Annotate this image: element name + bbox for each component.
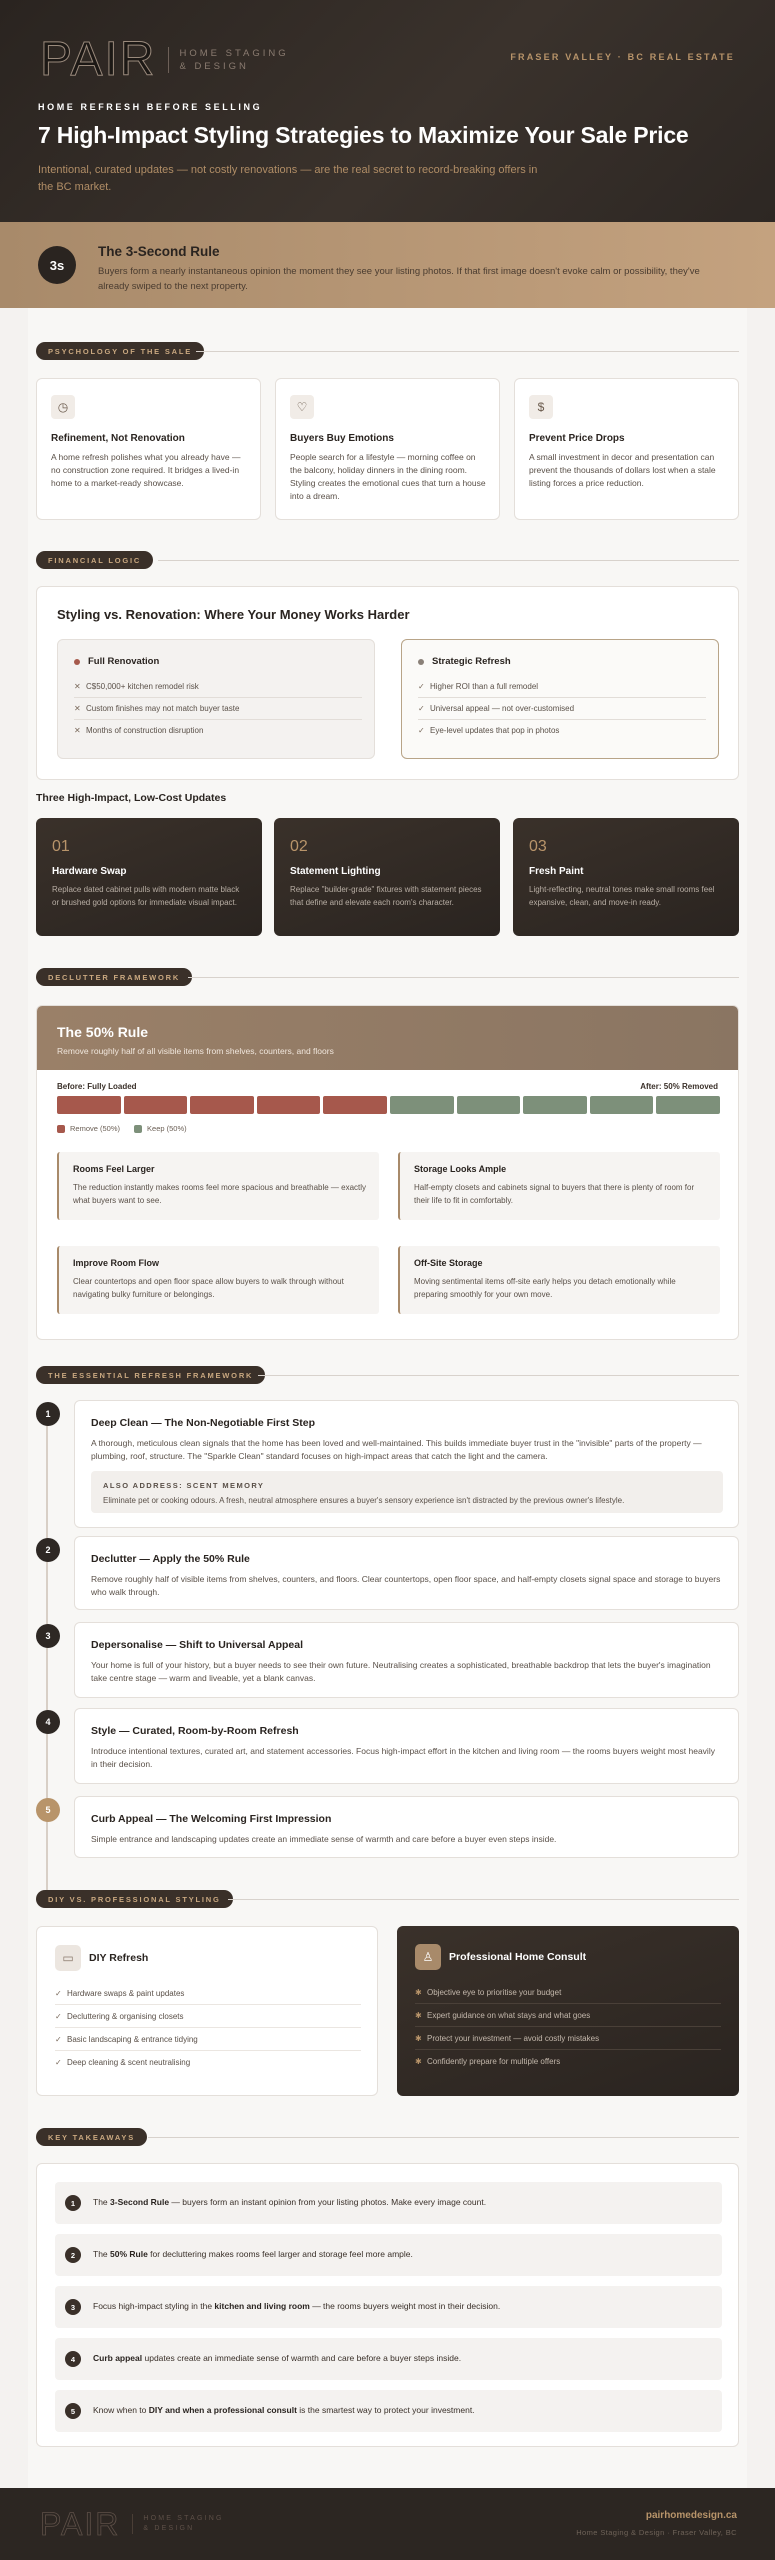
logo-line-2: & DESIGN [143, 2525, 195, 2532]
three-second-badge: 3s [38, 246, 76, 284]
text-bold: 3-Second Rule [110, 2197, 170, 2207]
takeaway-text [93, 2353, 461, 2363]
rule-header [37, 1006, 739, 1070]
step-number: 4 [36, 1710, 60, 1734]
step-title: Deep Clean — The Non-Negotiable First Step [91, 1417, 316, 1429]
legend-keep: Keep (50%) [147, 1124, 187, 1133]
section-divider [258, 1375, 739, 1376]
keep-swatch [134, 1125, 142, 1133]
update-card [36, 818, 262, 936]
remove-segment [257, 1096, 321, 1114]
star-icon: ✱ [415, 1988, 422, 1997]
update-card [513, 818, 739, 936]
list-item [74, 682, 362, 698]
section-label-psychology: PSYCHOLOGY OF THE SALE [36, 342, 204, 360]
step-text: Remove roughly half of visible items from shelves, counters, and floors. Clear countertops, open floor space, and half-empty closets signal space and storage to buyers who walk through. [91, 1574, 721, 1597]
benefit-item [398, 1246, 720, 1314]
text-bold: DIY and when a professional consult [148, 2405, 297, 2415]
card-text: People search for a lifestyle — morning coffee on the balcony, holiday dinners in the dining room. Styling creates the emotional cues that turn a house into a dream. [290, 452, 486, 501]
full-renovation-column [57, 639, 375, 759]
star-icon: ✱ [415, 2057, 422, 2066]
section-label-framework: THE ESSENTIAL REFRESH FRAMEWORK [36, 1366, 265, 1384]
text-post: — the rooms buyers weight most in their decision. [309, 2301, 501, 2311]
item-text: Months of construction disruption [86, 726, 204, 735]
takeaway-number: 3 [65, 2299, 81, 2315]
benefit-text: Half-empty closets and cabinets signal to buyers that there is plenty of room for their life to fit in comfortably. [414, 1183, 695, 1205]
keep-segment [390, 1096, 454, 1114]
section-label-financial: FINANCIAL LOGIC [36, 551, 153, 569]
item-text: Higher ROI than a full remodel [430, 682, 539, 691]
section-label-declutter: DECLUTTER FRAMEWORK [36, 968, 192, 986]
step-number: 3 [36, 1624, 60, 1648]
strategic-refresh-heading [418, 656, 511, 667]
hero-kicker: HOME REFRESH BEFORE SELLING [38, 102, 263, 112]
list-item [415, 2011, 721, 2027]
check-icon: ✓ [55, 2058, 62, 2067]
step-number: 2 [36, 1538, 60, 1562]
takeaway-text [93, 2197, 486, 2207]
benefit-title: Improve Room Flow [73, 1258, 160, 1268]
text-pre: Focus high-impact styling in the [93, 2301, 215, 2311]
text-post: for decluttering makes rooms feel larger and storage feel more ample. [147, 2249, 413, 2259]
update-title: Hardware Swap [52, 866, 127, 877]
step-title: Curb Appeal — The Welcoming First Impression [91, 1813, 332, 1825]
star-icon: ✱ [415, 2034, 422, 2043]
step-text: Simple entrance and landscaping updates create an immediate sense of warmth and care before a buyer even steps inside. [91, 1834, 557, 1844]
remove-swatch [57, 1125, 65, 1133]
text-pre: Know when to [93, 2405, 149, 2415]
text-bold: 50% Rule [110, 2249, 148, 2259]
benefit-item [57, 1246, 379, 1314]
scent-memory-note [91, 1471, 723, 1513]
update-number: 03 [529, 838, 547, 855]
banner-text: Buyers form a nearly instantaneous opinion the moment they see your listing photos. If that first image doesn't evoke calm or possibility, they've already swiped to the next property. [98, 266, 700, 292]
page-title: 7 High-Impact Styling Strategies to Maximize Your Sale Price [38, 122, 689, 148]
takeaway-row [55, 2390, 722, 2432]
remove-segment [323, 1096, 387, 1114]
website-link[interactable]: pairhomedesign.ca [645, 2510, 737, 2521]
text-bold: kitchen and living room [214, 2301, 310, 2311]
step-text: Your home is full of your history, but a buyer needs to see their own future. Neutralising creates a sophisticated, breathable backdrop that lets the buyer's imagination take centre stage — warm and liveable, yet a blank canvas. [91, 1660, 711, 1683]
item-text: Expert guidance on what stays and what goes [427, 2011, 591, 2020]
item-text: Protect your investment — avoid costly mistakes [427, 2034, 600, 2043]
item-text: Confidently prepare for multiple offers [427, 2057, 561, 2066]
benefit-text: Clear countertops and open floor space allow buyers to walk through without navigating bulky furniture or belongings. [73, 1277, 344, 1299]
card-text: A small investment in decor and presentation can prevent the thousands of dollars lost when a stale listing forces a price reduction. [529, 452, 716, 488]
cross-icon: ✕ [74, 704, 81, 713]
step-card [74, 1400, 739, 1528]
item-text: C$50,000+ kitchen remodel risk [86, 682, 199, 691]
logo-subtitle [132, 2514, 223, 2534]
section-divider [228, 1899, 739, 1900]
update-title: Fresh Paint [529, 866, 584, 877]
list-item [418, 704, 706, 720]
location-tag: FRASER VALLEY · BC REAL ESTATE [510, 52, 735, 62]
check-icon: ✓ [55, 2012, 62, 2021]
timeline-line [46, 1408, 48, 1908]
financial-card [36, 586, 739, 780]
item-text: Deep cleaning & scent neutralising [67, 2058, 191, 2067]
main-content [28, 308, 747, 2488]
check-icon: ✓ [55, 2035, 62, 2044]
logo-line-1: HOME STAGING [179, 48, 289, 59]
list-item [74, 726, 362, 741]
section-divider [158, 560, 739, 561]
benefit-title: Storage Looks Ample [414, 1164, 507, 1174]
takeaway-number: 5 [65, 2403, 81, 2419]
note-text: Eliminate pet or cooking odours. A fresh, neutral atmosphere ensures a buyer's sensory experience isn't distracted by the previous owner's lifestyle. [103, 1496, 625, 1505]
update-text: Replace dated cabinet pulls with modern matte black or brushed gold options for immediate visual impact. [52, 885, 240, 907]
fifty-percent-rule-card [36, 1005, 739, 1340]
star-icon: ✱ [415, 2011, 422, 2020]
list-item [415, 1988, 721, 2004]
logo-line-2: & DESIGN [179, 61, 249, 72]
rule-title: The 50% Rule [57, 1024, 149, 1040]
takeaway-row [55, 2338, 722, 2380]
list-item [55, 1989, 361, 2005]
remove-segment [190, 1096, 254, 1114]
footer-logo[interactable] [40, 2508, 224, 2540]
step-number: 5 [36, 1798, 60, 1822]
card-title: Refinement, Not Renovation [51, 433, 185, 444]
check-icon: ✓ [418, 682, 425, 691]
takeaway-row [55, 2234, 722, 2276]
text-pre: The [93, 2249, 111, 2259]
toolbox-icon: ▭ [55, 1945, 81, 1971]
diy-refresh-card [36, 1926, 378, 2096]
item-text: Eye-level updates that pop in photos [430, 726, 560, 735]
benefit-title: Off-Site Storage [414, 1258, 483, 1268]
grey-dot-icon [418, 659, 424, 665]
list-item [74, 704, 362, 720]
list-item [418, 682, 706, 698]
takeaways-card [36, 2163, 739, 2447]
heart-icon: ♡ [290, 395, 314, 419]
hero-header [0, 0, 775, 222]
section-label-versus: DIY VS. PROFESSIONAL STYLING [36, 1890, 233, 1908]
update-text: Light-reflecting, neutral tones make small rooms feel expansive, clean, and move-in ready. [529, 885, 715, 907]
financial-title: Styling vs. Renovation: Where Your Money Works Harder [57, 607, 410, 622]
step-title: Depersonalise — Shift to Universal Appeal [91, 1639, 303, 1651]
keep-segment [523, 1096, 587, 1114]
psychology-card [275, 378, 500, 520]
logo-wordmark: PAIR [40, 2506, 121, 2542]
logo-subtitle [168, 47, 288, 73]
card-title: Professional Home Consult [449, 1951, 587, 1963]
brand-logo[interactable] [40, 33, 289, 86]
keep-segment [656, 1096, 720, 1114]
red-dot-icon [74, 659, 80, 665]
takeaway-number: 4 [65, 2351, 81, 2367]
three-second-rule-banner [0, 222, 775, 308]
takeaway-text [93, 2249, 413, 2259]
card-title: Buyers Buy Emotions [290, 433, 394, 444]
clock-icon: ◷ [51, 395, 75, 419]
takeaway-number: 1 [65, 2195, 81, 2211]
text-pre: The [93, 2197, 111, 2207]
section-label-takeaways: KEY TAKEAWAYS [36, 2128, 147, 2146]
remove-segment [57, 1096, 121, 1114]
strategic-refresh-column [401, 639, 719, 759]
professional-consult-card [397, 1926, 739, 2096]
keep-segment [457, 1096, 521, 1114]
check-icon: ✓ [55, 1989, 62, 1998]
update-title: Statement Lighting [290, 866, 381, 877]
cross-icon: ✕ [74, 726, 81, 735]
list-item [418, 726, 706, 741]
list-item [55, 2058, 361, 2073]
step-card [74, 1796, 739, 1858]
benefit-title: Rooms Feel Larger [73, 1164, 155, 1174]
list-item [415, 2057, 721, 2072]
item-text: Decluttering & organising closets [67, 2012, 184, 2021]
item-text: Basic landscaping & entrance tidying [67, 2035, 198, 2044]
full-renovation-heading [74, 656, 159, 667]
section-divider [148, 2137, 739, 2138]
updates-heading: Three High-Impact, Low-Cost Updates [36, 792, 227, 804]
benefit-text: Moving sentimental items off-site early helps you detach emotionally while preparing smoothly for your own move. [414, 1277, 676, 1299]
takeaway-text [93, 2405, 475, 2415]
section-divider [188, 977, 739, 978]
text-post: updates create an immediate sense of warmth and care before a buyer steps inside. [142, 2353, 462, 2363]
column-title: Strategic Refresh [432, 656, 511, 667]
benefit-item [398, 1152, 720, 1220]
step-text: A thorough, meticulous clean signals that the home has been loved and well-maintained. This builds immediate buyer trust in the "invisible" parts of the property — plumbing, roof, structure. The "Sparkle Clean" standard focuses on high-impact areas that catch the light and the camera. [91, 1438, 702, 1461]
item-text: Custom finishes may not match buyer taste [86, 704, 240, 713]
psychology-card [36, 378, 261, 520]
takeaway-row [55, 2182, 722, 2224]
card-text: A home refresh polishes what you already have — no construction zone required. It bridges a lived-in home to a market-ready showcase. [51, 452, 241, 488]
section-divider [196, 351, 739, 352]
cross-icon: ✕ [74, 682, 81, 691]
item-text: Universal appeal — not over-customised [430, 704, 575, 713]
benefit-item [57, 1152, 379, 1220]
item-text: Hardware swaps & paint updates [67, 1989, 185, 1998]
text-bold: Curb appeal [93, 2353, 143, 2363]
person-icon: ♙ [415, 1944, 441, 1970]
declutter-bar [57, 1096, 720, 1114]
footer-tagline: Home Staging & Design · Fraser Valley, BC [576, 2528, 737, 2537]
step-title: Declutter — Apply the 50% Rule [91, 1553, 250, 1565]
takeaway-row [55, 2286, 722, 2328]
takeaway-text [93, 2301, 500, 2311]
keep-segment [590, 1096, 654, 1114]
list-item [415, 2034, 721, 2050]
after-label: After: 50% Removed [640, 1082, 718, 1091]
column-title: Full Renovation [88, 656, 160, 667]
before-label: Before: Fully Loaded [57, 1082, 137, 1091]
benefit-text: The reduction instantly makes rooms feel more spacious and breathable — exactly what buyers want to see. [73, 1183, 367, 1205]
card-title: DIY Refresh [89, 1952, 149, 1964]
step-number: 1 [36, 1402, 60, 1426]
psychology-card [514, 378, 739, 520]
step-card [74, 1536, 739, 1610]
legend [57, 1124, 187, 1133]
page-subtitle: Intentional, curated updates — not costly renovations — are the real secret to record-breaking offers in the BC market. [38, 164, 538, 193]
logo-line-1: HOME STAGING [143, 2515, 224, 2522]
step-card [74, 1708, 739, 1784]
update-number: 01 [52, 838, 70, 855]
rule-subtitle: Remove roughly half of all visible items from shelves, counters, and floors [57, 1046, 334, 1056]
list-item [55, 2035, 361, 2051]
footer [0, 2488, 775, 2560]
remove-segment [124, 1096, 188, 1114]
step-card [74, 1622, 739, 1698]
card-title: Prevent Price Drops [529, 433, 625, 444]
text-post: — buyers form an instant opinion from your listing photos. Make every image count. [169, 2197, 487, 2207]
step-text: Introduce intentional textures, curated art, and statement accessories. Focus high-impact effort in the kitchen and living room — the rooms buyers weight most heavily in their decision. [91, 1746, 715, 1769]
logo-wordmark: PAIR [40, 33, 157, 86]
note-label: ALSO ADDRESS: SCENT MEMORY [103, 1481, 265, 1490]
takeaway-number: 2 [65, 2247, 81, 2263]
update-card [274, 818, 500, 936]
update-number: 02 [290, 838, 308, 855]
item-text: Objective eye to prioritise your budget [427, 1988, 562, 1997]
list-item [55, 2012, 361, 2028]
banner-title: The 3-Second Rule [98, 244, 220, 259]
legend-remove: Remove (50%) [70, 1124, 121, 1133]
update-text: Replace "builder-grade" fixtures with statement pieces that define and elevate each room's character. [290, 885, 482, 907]
check-icon: ✓ [418, 704, 425, 713]
check-icon: ✓ [418, 726, 425, 735]
dollar-icon: $ [529, 395, 553, 419]
step-title: Style — Curated, Room-by-Room Refresh [91, 1725, 299, 1737]
text-post: is the smartest way to protect your investment. [296, 2405, 475, 2415]
